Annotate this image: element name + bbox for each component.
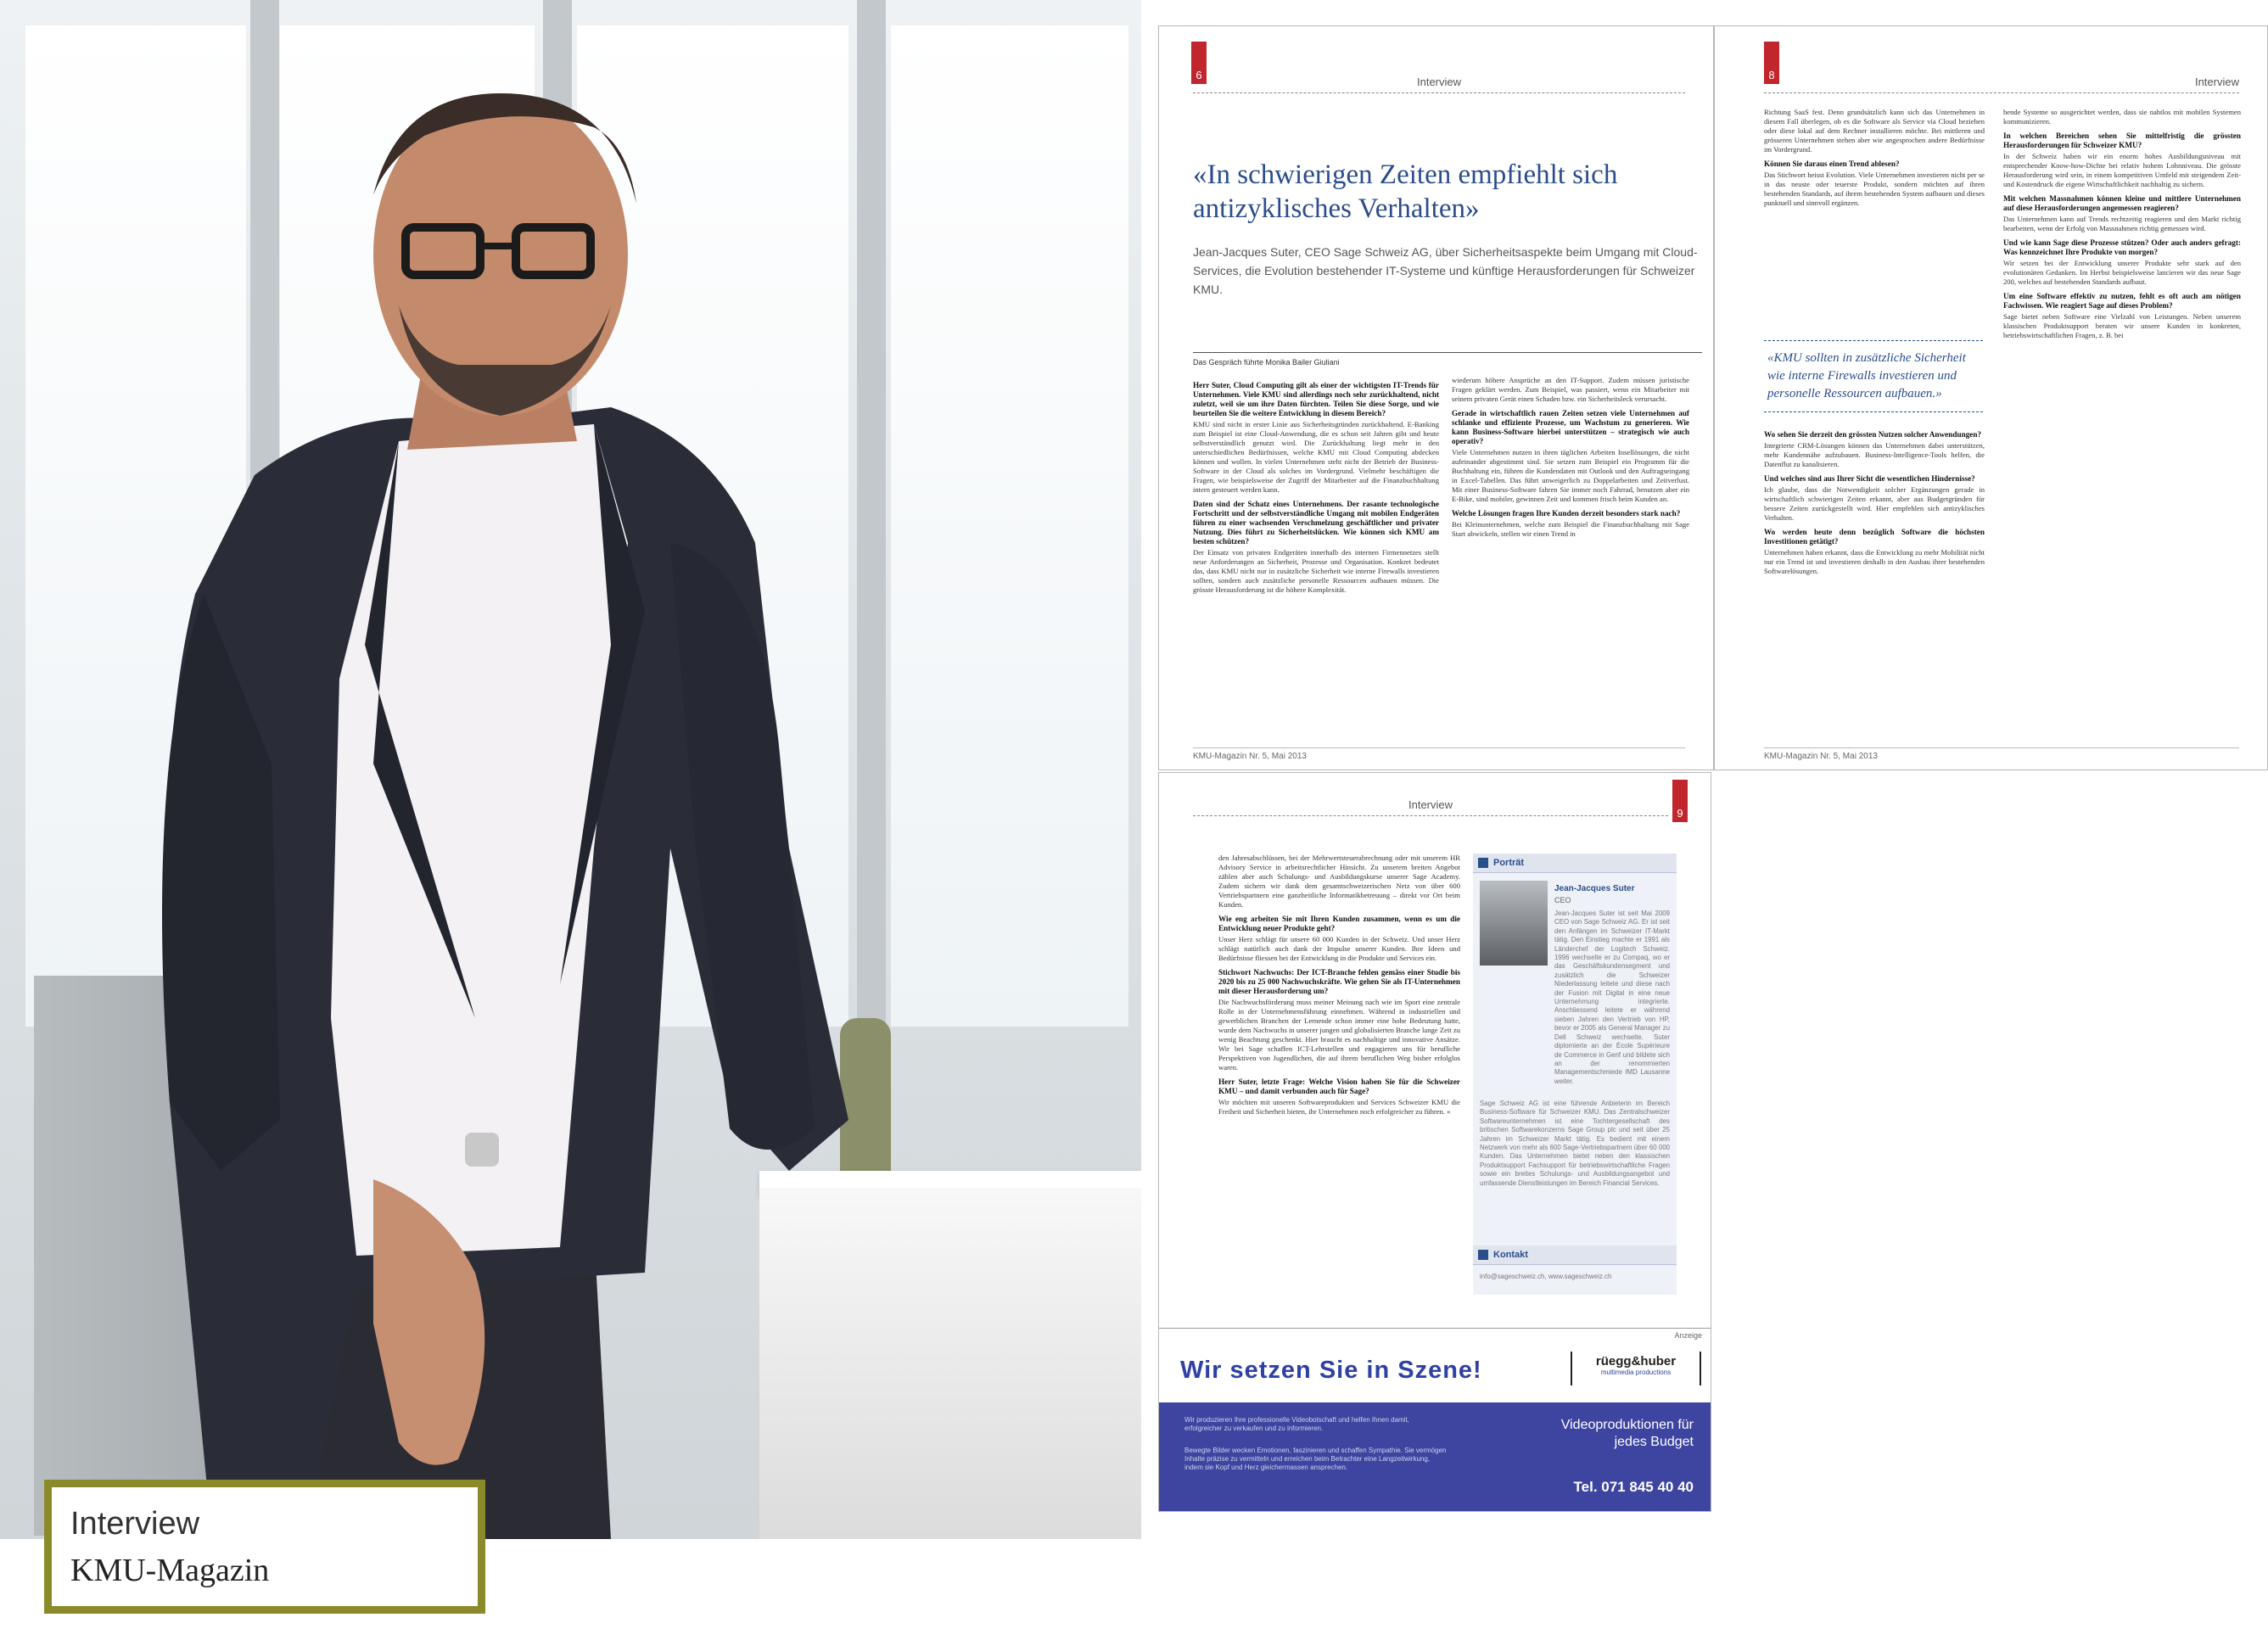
interview-answer: Ich glaube, dass die Notwendigkeit solcher Ergänzungen gerade in wirtschaftlich schwierigen Zeiten erkannt, aber aus Budgetgründen für bessere Zeiten zurückgestellt wird. Hier empfehlen sich antizyklisches Verhalten. — [1764, 485, 1985, 522]
article-byline: Das Gespräch führte Monika Bailer Giuliani — [1193, 352, 1702, 367]
man-figure — [0, 0, 1141, 1539]
article-lead: Jean-Jacques Suter, CEO Sage Schweiz AG, über Sicherheitsaspekte beim Umgang mit Cloud-Services, die Evolution bestehender IT-Systeme und künftige Herausforderungen für Schweizer KMU. — [1193, 245, 1698, 296]
interview-question: Herr Suter, Cloud Computing gilt als einer der wichtigsten IT-Trends für Unternehmen. Viele KMU sind allerdings noch sehr zurückhaltend, nicht zuletzt, weil sie um ihre Daten fürchten. Teilen Sie diese Sorge, und wie beurteilen Sie die weitere Entwicklung in diesem Bereich? — [1193, 381, 1439, 417]
text-column — [1764, 425, 1985, 578]
contact-header-label: Kontakt — [1493, 1250, 1528, 1260]
page-number: 8 — [1764, 42, 1779, 84]
interview-question: Gerade in wirtschaftlich rauen Zeiten setzen viele Unternehmen auf schlanke und effiziente Prozesse, um Wachstum zu generieren. Wie kann Business-Software hierbei unterstützen – strategisch wie auch operativ? — [1452, 409, 1689, 445]
portrait-thumbnail — [1480, 881, 1548, 966]
interview-question: Wo werden heute denn bezüglich Software die höchsten Investitionen getätigt? — [1764, 528, 1985, 546]
portrait-header — [1473, 854, 1677, 873]
interview-answer: In der Schweiz haben wir ein enorm hohes Ausbildungsniveau mit entsprechender Know-how-Dichte bei relativ hohem Lohnniveau. Die grösste Herausforderung wird sein, in einem kompetitiven Umfeld mit steigendem Zeit- und Kostendruck die eigene Wirtschaftlichkeit nachhaltig zu sichern. — [2003, 152, 2241, 188]
ad-logo — [1571, 1352, 1701, 1385]
interview-question: Welche Lösungen fragen Ihre Kunden derzeit besonders stark nach? — [1452, 509, 1681, 518]
interview-answer: hende Systeme so ausgerichtet werden, dass sie nahtlos mit mobilen Systemen kommunizieren. — [2003, 108, 2241, 126]
interview-answer: den Jahresabschlüssen, bei der Mehrwertsteuerabrechnung oder mit unserem HR Advisory Service in arbeitsrechtlicher Hinsicht. Zu unserem breiten Angebot zählen aber auch Schulungs- und Ausbildungskurse unserer Sage Academy. Zudem sichern wir dank dem gesamtschweizerischen Netz von über 600 Vertriebspartnern eine ganzheitliche Informatikbetreuung – direkt vor Ort beim Kunden. — [1218, 854, 1460, 909]
ad-band — [1159, 1402, 1711, 1512]
ad-headline: Videoproduktionen für — [1560, 1418, 1694, 1432]
interview-question: In welchen Bereichen sehen Sie mittelfristig die grössten Herausforderungen für Schweizer KMU? — [2003, 132, 2241, 149]
ad-text: Bewegte Bilder wecken Emotionen, faszinieren und schaffen Sympathie. Sie vermögen Inhalte präzise zu vermitteln und erreichen beim Betrachter eine Langzeitwirkung, indem sie Kopf und Herz gleichermassen ansprechen. — [1184, 1447, 1447, 1471]
interview-answer: Das Stichwort heisst Evolution. Viele Unternehmen investieren nicht per se in das neuste oder teuerste Produkt, sondern möchten auf ihren bestehenden Standards, auf ihrem bestehenden System aufbauen und dieses punktuell und sinnvoll ergänzen. — [1764, 171, 1985, 207]
contact-header — [1473, 1245, 1677, 1265]
interview-answer: Wir setzen bei der Entwicklung unserer Produkte sehr stark auf den evolutionären Gedanken. Im Herbst beispielsweise lancieren wir das neue Sage 200, welches auf bestehenden Standards aufbaut. — [2003, 259, 2241, 286]
interview-question: Wie eng arbeiten Sie mit Ihren Kunden zusammen, wenn es um die Entwicklung neuer Produkte geht? — [1218, 915, 1460, 932]
interview-question: Und welches sind aus Ihrer Sicht die wesentlichen Hindernisse? — [1764, 474, 1975, 483]
page-footer: KMU-Magazin Nr. 5, Mai 2013 — [1764, 747, 2239, 761]
article-headline: «In schwierigen Zeiten empfiehlt sich antizyklisches Verhalten» — [1193, 160, 1618, 224]
running-head: Interview — [1193, 798, 1668, 816]
page-footer: KMU-Magazin Nr. 5, Mai 2013 — [1193, 747, 1685, 761]
interview-question: Stichwort Nachwuchs: Der ICT-Branche fehlen gemäss einer Studie bis 2020 bis zu 25 000 Nachwuchskräfte. Wie gehen Sie als IT-Unternehmen mit dieser Herausforderung um? — [1218, 968, 1460, 995]
document-icon — [1478, 858, 1488, 868]
interview-answer: Unser Herz schlägt für unsere 60 000 Kunden in der Schweiz. Und unser Herz schlägt natürlich auch dank der Impulse unserer Kunden. Ihre Ideen und Bedürfnisse fliessen bei der Entwicklung in die Produkte und Services ein. — [1218, 935, 1460, 962]
portrait-name: Jean-Jacques Suter — [1554, 884, 1635, 893]
interview-question: Mit welchen Massnahmen können kleine und mittlere Unternehmen auf diese Herausforderungen angemessen reagieren? — [2003, 194, 2241, 212]
portrait-sidebar — [1473, 854, 1677, 1295]
interview-answer: Unternehmen haben erkannt, dass die Entwicklung zu mehr Mobilität nicht nur ein Trend ist und investieren deshalb in den Ausbau ihrer bestehenden Softwarelösungen. — [1764, 548, 1985, 575]
interview-answer: Bei Kleinunternehmen, welche zum Beispiel die Finanzbuchhaltung mit Sage Start abwickeln, stellen wir einen Trend in — [1452, 520, 1689, 538]
magazine-page-6 — [1158, 25, 1714, 770]
text-column — [1218, 854, 1460, 1118]
text-column — [1193, 376, 1439, 596]
ad-label: Anzeige — [1674, 1331, 1702, 1340]
portrait-role: CEO — [1554, 896, 1571, 904]
contact-info: info@sageschweiz.ch, www.sageschweiz.ch — [1480, 1273, 1612, 1280]
ad-phone: Tel. 071 845 40 40 — [1573, 1479, 1694, 1495]
ad-headline: jedes Budget — [1614, 1435, 1694, 1449]
caption-box — [44, 1480, 485, 1614]
page-number: 6 — [1191, 42, 1207, 84]
magazine-page-8 — [1714, 25, 2268, 770]
interview-answer: Wir möchten mit unseren Softwareprodukten und Services Schweizer KMU die Freiheit und Sicherheit bieten, ihr Unternehmen noch erfolgreicher zu führen. « — [1218, 1098, 1460, 1116]
caption-magazine: KMU-Magazin — [70, 1553, 270, 1588]
ad-logo-sub: multimedia productions — [1600, 1369, 1672, 1376]
text-column — [1452, 376, 1689, 540]
interview-answer: Die Nachwuchsförderung muss meiner Meinung nach wie im Sport eine zentrale Rolle in der Unternehmensführung einnehmen. Während in industriellen und gewerblichen Branchen der Lernende schon immer eine hohe Bedeutung hatte, wurde dem Nachwuchs in unserer jungen und globalisierten Branche lange Zeit zu wenig Beachtung geschenkt. Hier braucht es nachhaltige und innovative Ansätze. Wir bei Sage schaffen ICT-Lehrstellen und engagieren uns für berufliche Perspektiven von Jugendlichen, die auf ihrem beruflichen Weg bisher erfolglos waren. — [1218, 998, 1460, 1072]
ad-logo-name: rüegg&huber — [1595, 1354, 1677, 1369]
ad-text: Wir produzieren Ihre professionelle Videobotschaft und helfen Ihnen damit, erfolgreicher zu verkaufen und zu informieren. — [1184, 1416, 1409, 1432]
interview-question: Herr Suter, letzte Frage: Welche Vision haben Sie für die Schweizer KMU – und damit verbunden auch für Sage? — [1218, 1077, 1460, 1095]
interview-answer: Der Einsatz von privaten Endgeräten innerhalb des internen Firmennetzes stellt neue Anforderungen an Sicherheit, Prozesse und Organisation. Konkret bedeutet das, dass KMU nicht nur in zusätzliche Sicherheit wie interne Firewalls investieren sollten, sondern auch zusätzliche personelle Ressourcen aufbauen müssen. Die grösste Herausforderung ist die höhere Komplexität. — [1193, 548, 1439, 594]
interview-question: Können Sie daraus einen Trend ablesen? — [1764, 160, 1900, 168]
interview-question: Daten sind der Schatz eines Unternehmens. Der rasante technologische Fortschritt und der selbstverständliche Umgang mit mobilen Endgeräten führen zu einer wachsenden Verschmelzung geschäftlicher und privater Nutzung. Dies führt zu Sicherheitslücken. Wie können sich KMU am besten schützen? — [1193, 500, 1439, 546]
portrait-bio: Jean-Jacques Suter ist seit Mai 2009 CEO von Sage Schweiz AG. Er ist seit den Anfängen im Schweizer IT-Markt tätig. Den Einstieg machte er 1991 als Länderchef der Logitech Schweiz. 1996 wechselte er zu Compaq, wo er das Geschäftskundensegment und zusätzlich die Schweizer Niederlassung leitete und diese nach der Fusion mit Digital in eine neue Unternehmung integrierte. Anschliessend leitete er während sieben Jahren den Vertrieb von HP, bevor er 2005 als General Manager zu Dell Schweiz wechselte. Suter diplomierte an der École Supérieure de Commerce in Genf und bildete sich an der renommierten Managementschmiede IMD Lausanne weiter. — [1554, 910, 1670, 1085]
interview-answer: Richtung SaaS fest. Denn grundsätzlich kann sich das Unternehmen in diesem Fall überlegen, ob es die Software als Service via Cloud beziehen oder diese lokal auf dem Rechner installieren möchte. Bei mittleren und grösseren Unternehmen stehen aber wie angesprochen andere Bedürfnisse im Vordergrund. — [1764, 108, 1985, 154]
text-column — [2003, 108, 2241, 342]
interview-answer: Integrierte CRM-Lösungen können das Unternehmen dabei unterstützen, mehr Kundennähe aufzubauen. Business-Intelligence-Tools helfen, die Datenflut zu kanalisieren. — [1764, 441, 1985, 468]
portrait-header-label: Porträt — [1493, 858, 1525, 868]
interview-question: Um eine Software effektiv zu nutzen, fehlt es oft auch am nötigen Fachwissen. Wie reagiert Sage auf dieses Problem? — [2003, 292, 2241, 310]
interview-answer: wiederum höhere Ansprüche an den IT-Support. Zudem müssen juristische Fragen geklärt werden. Zum Beispiel, was passiert, wenn ein Mitarbeiter mit seinem privaten Gerät einen Schaden bzw. ein Sicherheitsleck verursacht. — [1452, 376, 1689, 403]
pull-quote: «KMU sollten in zusätzliche Sicherheit wie interne Firewalls investieren und personelle Ressourcen aufbauen.» — [1764, 340, 1983, 412]
page-number: 9 — [1672, 780, 1688, 822]
interview-answer: Sage bietet neben Software eine Vielzahl von Leistungen. Neben unserem klassischen Produktsupport beraten wir unsere Kunden in konkreten, betriebswirtschaftlichen Fragen, z. B. bei — [2003, 312, 2241, 339]
caption-category: Interview — [70, 1506, 200, 1542]
running-head: Interview — [1764, 76, 2239, 93]
portrait-photo — [0, 0, 1141, 1539]
interview-question: Und wie kann Sage diese Prozesse stützen? Oder auch anders gefragt: Was kennzeichnet Ihre Produkte von morgen? — [2003, 238, 2241, 256]
interview-answer: Das Unternehmen kann auf Trends rechtzeitig reagieren und den Markt richtig bearbeiten, wenn der Erfolg von Massnahmen richtig gemessen wird. — [2003, 215, 2241, 232]
company-description: Sage Schweiz AG ist eine führende Anbieterin im Bereich Business-Software für Schweizer KMU. Das Zentralschweizer Softwareunternehmen ist eine Tochtergesellschaft des britischen Softwarekonzerns Sage Group plc und seit über 25 Jahren im Schweizer Markt tätig. Es bedient mit einem Netzwerk von mehr als 600 Sage-Vertriebspartnern über 60 000 Kunden. Das Unternehmen bietet neben den klassischen Produktsupport Fachsupport für betriebswirtschaftliche Fragen sowie ein breites Schulungs- und Ausbildungsangebot und umfassende Dienstleistungen im Bereich Financial Services. — [1480, 1100, 1670, 1187]
ad-title: Wir setzen Sie in Szene! — [1180, 1357, 1482, 1384]
interview-answer: Viele Unternehmen nutzen in ihren täglichen Arbeiten Insellösungen, die nicht aufeinander abgestimmt sind. Sie setzen zum Beispiel ein Programm für die Buchhaltung ein, führen die Kundendaten mit Outlook und den Auftragseingang in Excel-Tabellen. Das führt unweigerlich zu Doppelarbeiten und Zeitverlust. Mit einer Business-Software fahren Sie immer noch Fahrrad, benutzen aber ein E-Bike, sind mobiler, gewinnen Zeit und kommen frisch beim Kunden an. — [1452, 448, 1689, 503]
interview-question: Wo sehen Sie derzeit den grössten Nutzen solcher Anwendungen? — [1764, 430, 1982, 439]
running-head: Interview — [1193, 76, 1685, 93]
ad-divider — [1159, 1328, 1711, 1329]
text-column — [1764, 108, 1985, 210]
phone-icon — [1478, 1250, 1488, 1260]
interview-answer: KMU sind nicht in erster Linie aus Sicherheitsgründen zurückhaltend. E-Banking zum Beispiel ist eine Cloud-Anwendung, die es schon seit Jahren gibt und heute selbstverständlich genutzt wird. Die Zurückhaltung liegt mehr in den unterschiedlichen Bedürfnissen, welche KMU mit Cloud Computing abdecken können und wollen. In vielen Unternehmen steht nicht der Betrieb der Business-Software in der Cloud als solches im Vordergrund. Vielmehr beschäftigen die Fragen, wie beispielsweise der Zugriff der Mitarbeiter auf die Finanzbuchhaltung intern gesteuert werden kann. — [1193, 420, 1439, 494]
magazine-page-9 — [1158, 772, 1711, 1512]
